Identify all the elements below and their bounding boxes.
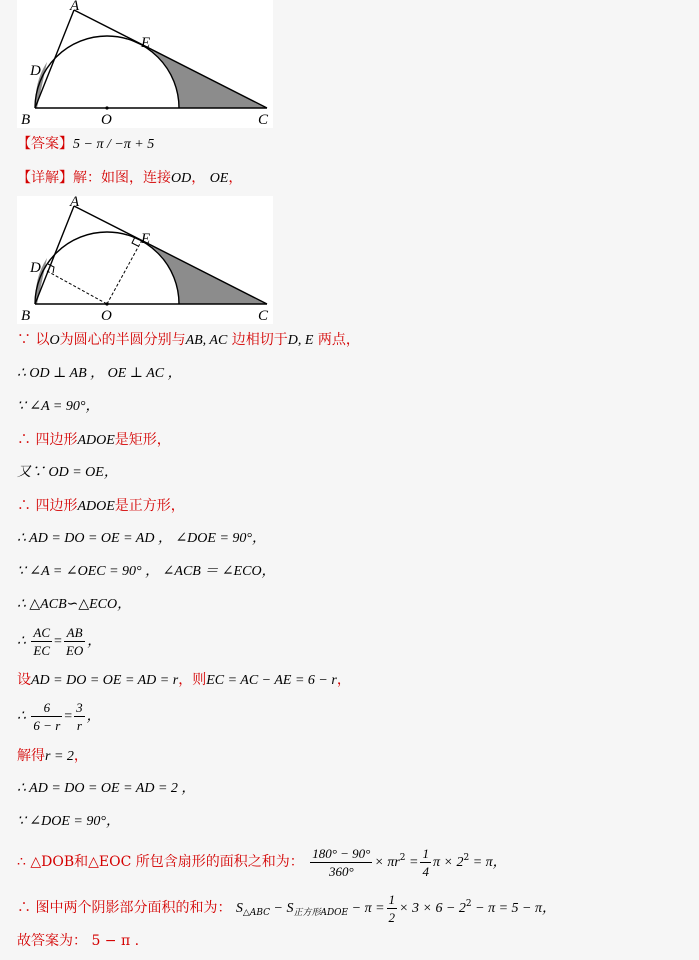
detail-seg1: OD [171, 171, 192, 186]
step-10-end: ， [87, 634, 102, 649]
step-16-e: π × 2 [432, 855, 464, 870]
step-11 [17, 670, 351, 691]
step-11-math: AD = DO = OE = AD = r [31, 673, 179, 688]
detail-sep: ， [191, 170, 206, 186]
step-1-o: O [49, 333, 60, 348]
step-1-text-b: 为圆心的半圆分别与 [59, 332, 186, 348]
segment-od [47, 271, 107, 304]
fraction-3-den: r [76, 718, 82, 734]
side-ac [74, 10, 267, 108]
step-5: 又∵ OD = OE， [17, 465, 118, 480]
side-ac-2 [74, 206, 267, 304]
detail-end: ， [228, 170, 243, 186]
step-1-ab: AB, AC [185, 333, 228, 348]
step-11-math-2: EC = AC − AE = 6 − r [206, 673, 337, 688]
fraction-half [387, 891, 398, 926]
step-11-text-a: 设 [17, 672, 31, 688]
step-17 [17, 884, 556, 933]
step-7: ∴ AD = DO = OE = AD ， ∠DOE = 90°， [17, 531, 266, 546]
step-16-sup: 2 [399, 853, 406, 863]
step-18: 故答案为： 5 − π . [17, 933, 140, 949]
step-10-eq: = [54, 634, 62, 649]
step-1 [17, 330, 360, 351]
fraction-ac-ec [31, 624, 52, 659]
answer-line [17, 134, 154, 155]
step-17-minus: − S [270, 901, 294, 916]
step-17-e: − π = 5 − π， [471, 901, 556, 916]
fraction-6-num: 6 [31, 699, 62, 717]
step-14: ∴ AD = DO = OE = AD = 2 ， [17, 781, 196, 796]
detail-seg2: OE [209, 171, 229, 186]
fraction-angle-den: 360° [328, 863, 354, 879]
step-13 [17, 746, 88, 767]
fraction-3-num: 3 [76, 700, 83, 716]
fraction-quarter-num: 1 [422, 845, 429, 861]
step-4 [17, 430, 171, 451]
step-17-c: × 3 × 6 − 2 [399, 901, 466, 916]
step-2: ∴ OD ⊥ AB ， OE ⊥ AC ， [17, 366, 182, 381]
step-16-b: × πr [374, 855, 400, 870]
step-16-sup2: 2 [463, 853, 470, 863]
step-8: ∵ ∠A = ∠OEC = 90° ， ∠ACB ＝ ∠ECO， [17, 564, 276, 579]
fraction-angle [310, 845, 372, 880]
step-1-de: D, E [287, 333, 314, 348]
detail-line [17, 168, 242, 189]
figure-solution [17, 196, 273, 324]
detail-intro: 解：如图，连接 [73, 170, 171, 186]
label-c-2: C [258, 308, 269, 324]
step-12-pre: ∴ [17, 709, 26, 724]
step-6-math: ADOE [77, 499, 115, 514]
step-13-math: r = 2 [45, 749, 74, 764]
side-ab-2 [35, 206, 74, 304]
step-13-text-a: 解得 [17, 748, 45, 764]
fraction-angle-num: 180° − 90° [312, 845, 371, 861]
label-o-2: O [101, 308, 112, 324]
step-12 [17, 697, 101, 737]
step-10-pre: ∴ [17, 634, 26, 649]
label-o: O [101, 112, 112, 128]
label-c: C [258, 112, 269, 128]
step-4-text-b: 是矩形， [114, 432, 171, 448]
step-17-s1: S [235, 901, 243, 916]
fraction-6-den: 6 − r [33, 718, 61, 734]
side-ab [35, 10, 74, 108]
step-6-text-a: ∴ 四边形 [17, 498, 78, 514]
step-17-sub1: △ABC [242, 908, 270, 918]
label-b: B [21, 112, 31, 128]
fraction-quarter [420, 845, 431, 880]
fraction-ab-eo-den: EO [65, 643, 84, 659]
label-d: D [30, 63, 41, 79]
step-1-text-d: 两点， [317, 332, 360, 348]
step-11-text-c: ， [336, 672, 351, 688]
fraction-ac-ec-den: EC [33, 643, 51, 659]
label-d-2: D [30, 260, 41, 276]
semicircle-arc [35, 36, 179, 108]
label-e-2: E [141, 231, 151, 247]
step-12-end: ， [86, 709, 101, 724]
step-16-c: = [405, 855, 419, 870]
answer-value: 5 − π / −π + 5 [73, 137, 155, 152]
label-a: A [70, 0, 80, 14]
detail-tag: 【详解】 [17, 170, 73, 186]
label-e: E [141, 35, 151, 51]
step-11-text-b: ，则 [178, 672, 207, 688]
fraction-ab-eo [64, 624, 85, 659]
center-point-o [105, 106, 108, 109]
label-b-2: B [21, 308, 31, 324]
center-point-o-2 [105, 302, 108, 305]
fraction-ac-ec-num: AC [33, 625, 51, 641]
step-1-text-a: ∵ 以 [17, 332, 50, 348]
step-6-text-b: 是正方形， [114, 498, 185, 514]
segment-oe [107, 240, 142, 304]
step-1-text-c: 边相切于 [231, 332, 288, 348]
fraction-ab-eo-num: AB [64, 624, 85, 642]
step-4-text-a: ∴ 四边形 [17, 432, 78, 448]
label-a-2: A [70, 196, 80, 210]
step-16 [17, 838, 507, 883]
step-10 [17, 622, 101, 662]
step-9: ∴ △ACB∽△ECO， [17, 597, 132, 612]
figure-top [17, 0, 273, 128]
step-13-text-b: ， [73, 748, 88, 764]
answer-tag: 【答案】 [17, 136, 73, 152]
step-16-text-a: ∴ △DOB和△EOC 所包含扇形的面积之和为： [17, 854, 304, 870]
fraction-6 [31, 699, 62, 734]
step-12-eq: = [64, 709, 73, 724]
triangle-diagram-2 [17, 196, 273, 324]
step-17-text-a: ∴ 图中两个阴影部分面积的和为： [17, 900, 232, 916]
fraction-3 [74, 699, 85, 734]
step-3: ∵ ∠A = 90°， [17, 399, 100, 414]
step-17-sup: 2 [465, 899, 472, 909]
triangle-diagram-1 [17, 0, 273, 128]
step-15: ∵ ∠DOE = 90°， [17, 814, 120, 829]
fraction-quarter-den: 4 [422, 863, 429, 879]
step-6 [17, 496, 185, 517]
semicircle-arc-2 [35, 232, 179, 304]
step-4-math: ADOE [77, 433, 115, 448]
fraction-half-den: 2 [388, 909, 396, 925]
step-16-f: = π， [469, 855, 507, 870]
fraction-half-num: 1 [388, 891, 396, 907]
step-17-b: − π = [348, 901, 385, 916]
step-17-sub2: 正方形ADOE [293, 908, 349, 918]
